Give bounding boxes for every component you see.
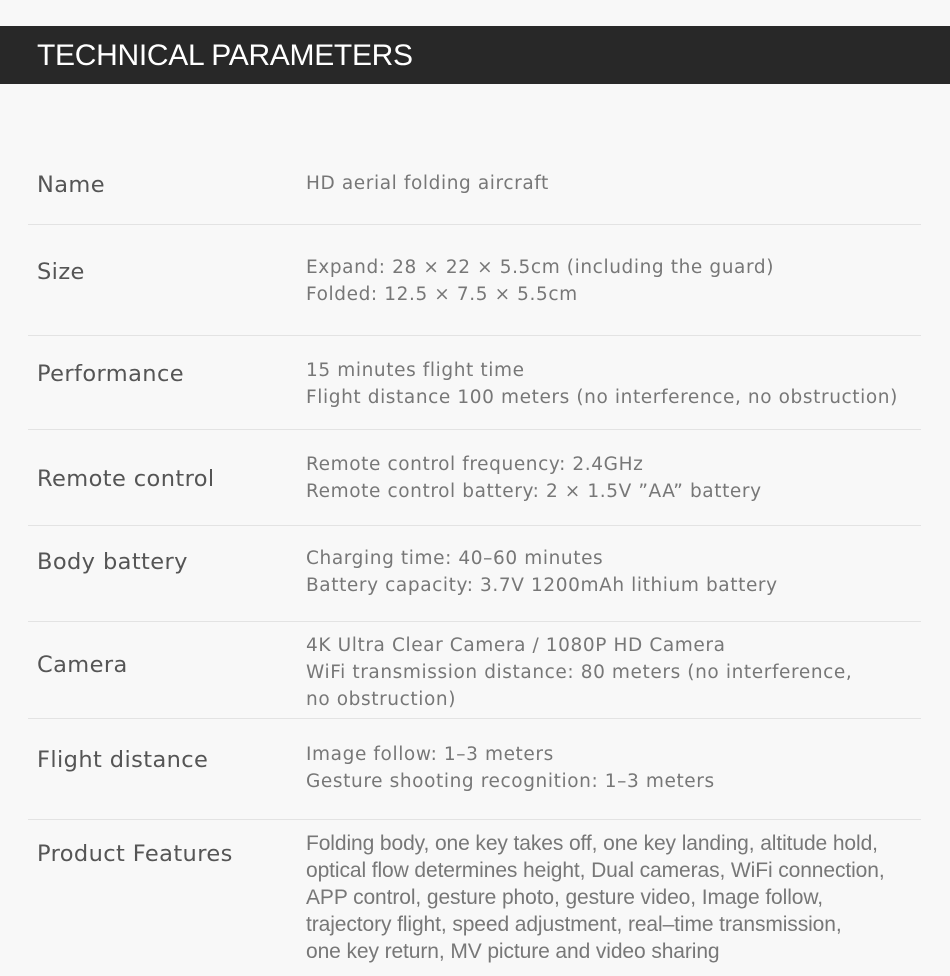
divider	[28, 621, 921, 622]
param-value-line: 4K Ultra Clear Camera / 1080P HD Camera	[306, 635, 726, 656]
param-value-line: Folded: 12.5 × 7.5 × 5.5cm	[306, 284, 578, 305]
param-value-line: Remote control battery: 2 × 1.5V ”AA” battery	[306, 481, 762, 502]
param-value-line: trajectory flight, speed adjustment, real–time transmission,	[306, 913, 842, 936]
param-value-line: no obstruction)	[306, 689, 457, 710]
param-value-line: Remote control frequency: 2.4GHz	[306, 454, 644, 475]
param-label: Product Features	[37, 841, 233, 867]
param-value	[306, 254, 946, 308]
param-value	[306, 545, 946, 599]
divider	[28, 525, 921, 526]
param-value-line: Expand: 28 × 22 × 5.5cm (including the guard)	[306, 257, 775, 278]
param-value-line: Flight distance 100 meters (no interference, no obstruction)	[306, 387, 898, 408]
param-value	[306, 741, 946, 795]
param-label: Flight distance	[37, 747, 209, 773]
divider	[28, 335, 921, 336]
param-label: Remote control	[37, 466, 215, 492]
param-label: Name	[37, 172, 105, 198]
header-bar	[0, 26, 950, 84]
divider	[28, 819, 921, 820]
param-value-line: Charging time: 40–60 minutes	[306, 548, 604, 569]
param-value-line: Image follow: 1–3 meters	[306, 744, 554, 765]
param-value-line: Folding body, one key takes off, one key landing, altitude hold,	[306, 832, 878, 855]
param-label: Performance	[37, 361, 184, 387]
param-value	[306, 170, 946, 197]
param-label: Camera	[37, 652, 128, 678]
param-value	[306, 632, 946, 713]
param-value-line: HD aerial folding aircraft	[306, 173, 549, 194]
param-value	[306, 830, 946, 965]
param-value-line: Gesture shooting recognition: 1–3 meters	[306, 771, 715, 792]
param-value-line: APP control, gesture photo, gesture video, Image follow,	[306, 886, 823, 909]
param-value-line: optical flow determines height, Dual cameras, WiFi connection,	[306, 859, 885, 882]
divider	[28, 718, 921, 719]
param-label: Size	[37, 259, 85, 285]
param-value-line: one key return, MV picture and video sharing	[306, 940, 720, 963]
page-title: TECHNICAL PARAMETERS	[37, 39, 413, 72]
divider	[28, 429, 921, 430]
divider	[28, 224, 921, 225]
param-value-line: Battery capacity: 3.7V 1200mAh lithium battery	[306, 575, 778, 596]
param-value-line: WiFi transmission distance: 80 meters (no interference,	[306, 662, 853, 683]
param-label: Body battery	[37, 549, 188, 575]
param-value	[306, 451, 946, 505]
param-value	[306, 357, 946, 411]
param-value-line: 15 minutes flight time	[306, 360, 525, 381]
